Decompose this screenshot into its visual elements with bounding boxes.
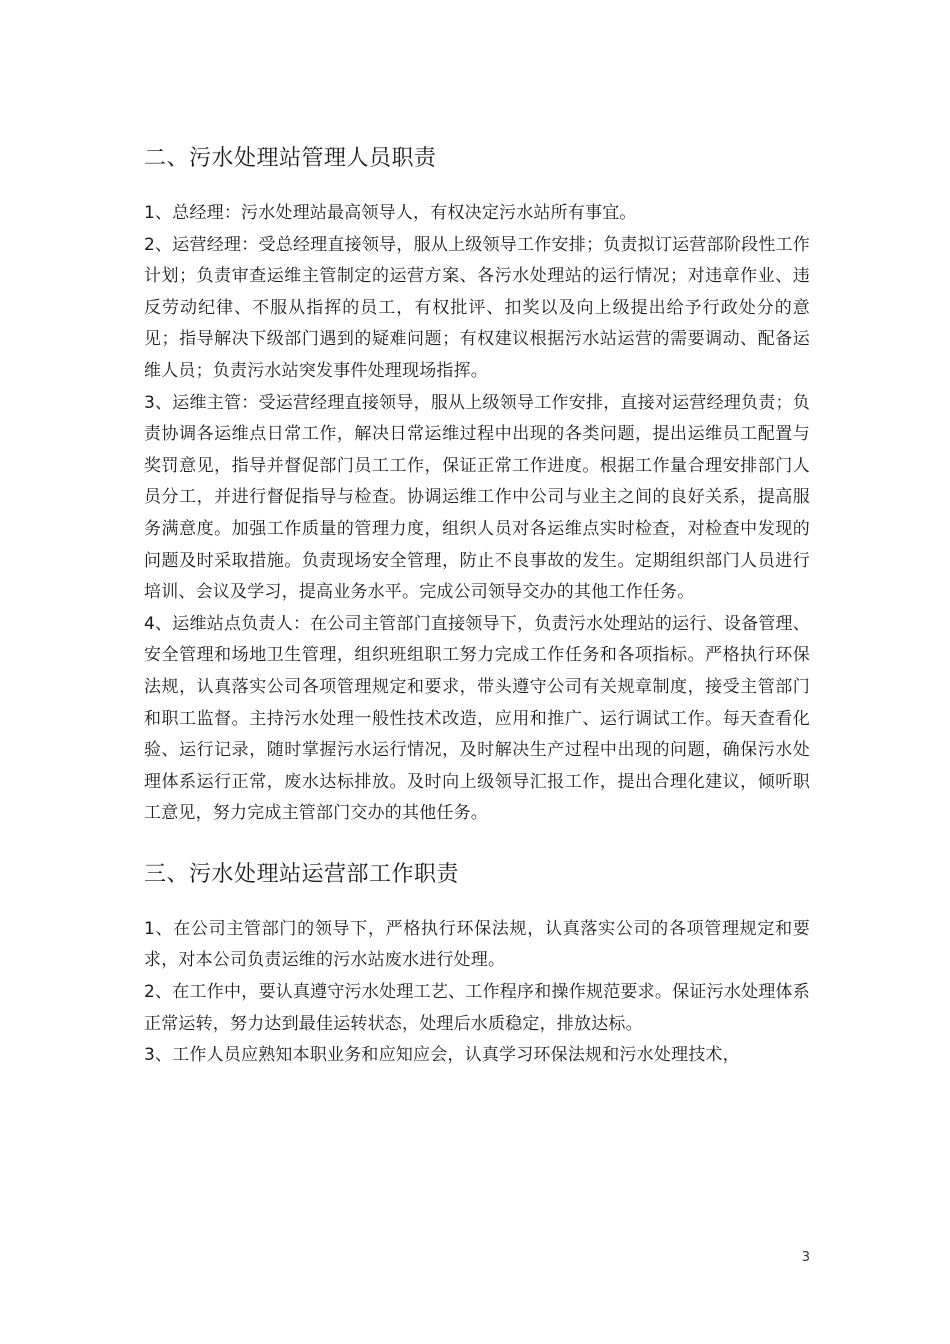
page-content (144, 142, 810, 1072)
section-operations-duties (144, 858, 810, 1072)
paragraph: 1、总经理：污水处理站最高领导人，有权决定污水站所有事宜。 (144, 203, 637, 223)
paragraph: 3、运维主管：受运营经理直接领导，服从上级领导工作安排，直接对运营经理负责；负责协调各运维点日常工作，解决日常运维过程中出现的各类问题，提出运维员工配置与奖罚意见，指导并督促部门员工工作，保证正常工作进度。根据工作量合理安排部门人员分工，并进行督促指导与检查。协调运维工作中公司与业主之间的良好关系，提高服务满意度。加强工作质量的管理力度，组织人员对各运维点实时检查，对检查中发现的问题及时采取措施。负责现场安全管理，防止不良事故的发生。定期组织部门人员进行培训、会议及学习，提高业务水平。完成公司领导交办的其他工作任务。 (144, 392, 810, 603)
section-heading: 二、污水处理站管理人员职责 (144, 146, 437, 171)
paragraph: 3、工作人员应熟知本职业务和应知应会，认真学习环保法规和污水处理技术， (144, 1045, 740, 1066)
paragraph: 1、在公司主管部门的领导下，严格执行环保法规，认真落实公司的各项管理规定和要求，对本公司负责运维的污水站废水进行处理。 (144, 918, 810, 971)
paragraph: 4、运维站点负责人：在公司主管部门直接领导下，负责污水处理站的运行、设备管理、安全管理和场地卫生管理，组织班组职工努力完成工作任务和各项指标。严格执行环保法规，认真落实公司各项管理规定和要求，带头遵守公司有关规章制度，接受主管部门和职工监督。主持污水处理一般性技术改造，应用和推广、运行调试工作。每天查看化验、运行记录，随时掌握污水运行情况，及时解决生产过程中出现的问题，确保污水处理体系运行正常，废水达标排放。及时向上级领导汇报工作，提出合理化建议，倾听职工意见，努力完成主管部门交办的其他任务。 (144, 613, 810, 824)
paragraph: 2、运营经理：受总经理直接领导，服从上级领导工作安排；负责拟订运营部阶段性工作计划；负责审查运维主管制定的运营方案、各污水处理站的运行情况；对违章作业、违反劳动纪律、不服从指挥的员工，有权批评、扣奖以及向上级提出给予行政处分的意见；指导解决下级部门遇到的疑难问题；有权建议根据污水站运营的需要调动、配备运维人员；负责污水站突发事件处理现场指挥。 (144, 234, 810, 381)
page-number: 3 (801, 1250, 810, 1265)
section-heading: 三、污水处理站运营部工作职责 (144, 861, 460, 887)
section-spacer (144, 830, 810, 858)
section-management-duties (144, 142, 810, 830)
paragraph: 2、在工作中，要认真遵守污水处理工艺、工作程序和操作规范要求。保证污水处理体系正常运转，努力达到最佳运转状态，处理后水质稳定，排放达标。 (144, 982, 810, 1034)
